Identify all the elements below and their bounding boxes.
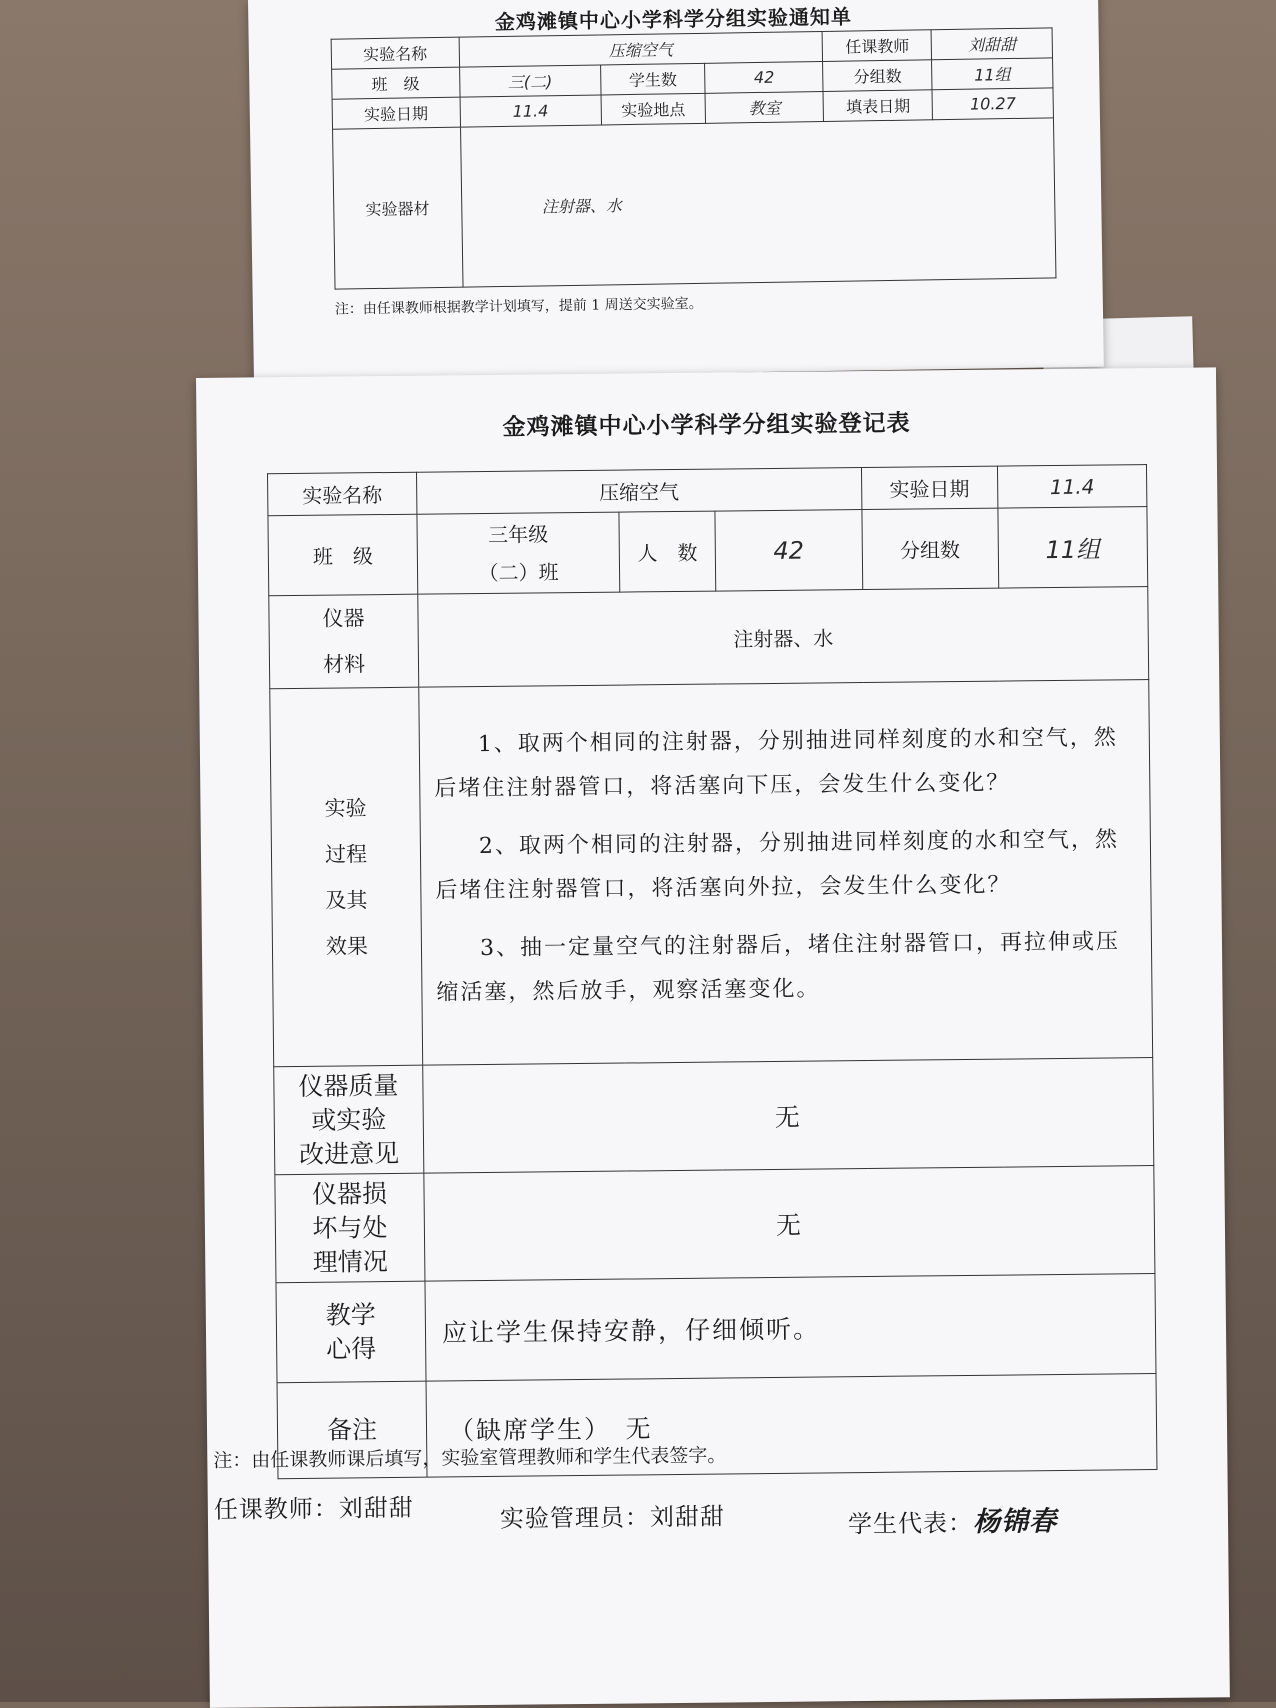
register-date-value: 11.4 [997, 465, 1146, 509]
register-quality-label-1: 仪器质量 [298, 1070, 399, 1101]
notice-date-label: 实验日期 [332, 97, 460, 129]
register-damage-value: 无 [424, 1166, 1155, 1282]
register-row-quality [274, 1058, 1154, 1175]
register-name-value: 压缩空气 [417, 468, 862, 515]
register-form-note: 注：由任课教师课后填写，实验室管理教师和学生代表签字。 [213, 1444, 727, 1472]
notice-name-label: 实验名称 [331, 37, 459, 69]
register-groups-value: 11组 [998, 507, 1148, 589]
notice-name-value: 压缩空气 [459, 31, 823, 67]
register-count-value: 42 [715, 510, 862, 592]
register-name-label: 实验名称 [268, 472, 417, 516]
register-quality-label-3: 改进意见 [298, 1138, 400, 1169]
notice-groups-value: 11组 [932, 58, 1053, 90]
register-class-grade: 三年级 [488, 521, 549, 547]
notice-class-value: 三(二) [459, 65, 601, 97]
register-damage-label-1: 仪器损 [311, 1178, 388, 1209]
register-teaching-label [276, 1281, 426, 1383]
register-process-label-3: 及其 [325, 887, 368, 913]
register-process-label [270, 687, 423, 1067]
register-groups-label: 分组数 [861, 508, 998, 589]
notice-form-title: 金鸡滩镇中心小学科学分组实验通知单 [494, 4, 853, 35]
notice-students-label: 学生数 [600, 63, 705, 95]
register-damage-label-3: 理情况 [312, 1246, 388, 1277]
process-step-1: 1、取两个相同的注射器，分别抽进同样刻度的水和空气，然后堵住注射器管口，将活塞向下压，会发生什么变化？ [434, 724, 1118, 802]
notice-materials-label: 实验器材 [333, 127, 463, 289]
notice-filldate-label: 填表日期 [823, 90, 932, 122]
signature-admin: 实验管理员：刘甜甜 [499, 1502, 726, 1533]
register-process-value [419, 680, 1153, 1066]
register-form-table [267, 464, 1157, 1479]
register-equip-label [269, 594, 419, 689]
register-form-sheet [196, 367, 1230, 1708]
register-remark-value: （缺席学生） 无 [426, 1374, 1157, 1478]
register-damage-label-2: 坏与处 [312, 1212, 388, 1243]
notice-row-materials [333, 118, 1056, 289]
register-row-process [270, 680, 1153, 1067]
register-quality-label [274, 1065, 424, 1175]
register-remark-label: 备注 [277, 1381, 427, 1479]
register-quality-label-2: 或实验 [311, 1104, 387, 1135]
register-damage-label [275, 1173, 425, 1283]
notice-filldate-value: 10.27 [932, 88, 1053, 120]
register-row-teaching [276, 1274, 1156, 1383]
register-process-label-1: 实验 [324, 795, 367, 821]
register-teaching-label-2: 心得 [326, 1333, 377, 1364]
notice-teacher-value: 刘甜甜 [931, 28, 1052, 60]
notice-form-sheet [248, 0, 1104, 380]
notice-form-note: 注：由任课教师根据教学计划填写，提前 1 周送交实验室。 [334, 295, 703, 318]
register-process-label-4: 效果 [325, 933, 369, 959]
signature-student-name: 杨锦春 [972, 1506, 1058, 1538]
notice-students-value: 42 [705, 61, 824, 93]
register-teaching-value: 应让学生保持安静，仔细倾听。 [425, 1274, 1156, 1382]
notice-materials-value: 注射器、水 [460, 118, 1056, 287]
register-equip-label-1: 仪器 [322, 606, 365, 631]
register-count-label: 人 数 [619, 511, 716, 592]
notice-class-label: 班 级 [332, 67, 460, 99]
notice-teacher-label: 任课教师 [823, 30, 932, 62]
process-step-3: 3、抽一定量空气的注射器后，堵住注射器管口，再拉伸或压缩活塞，然后放手，观察活塞变化。 [436, 928, 1121, 1006]
register-row-class [268, 507, 1148, 596]
register-equip-value: 注射器、水 [418, 587, 1149, 688]
register-process-label-2: 过程 [324, 841, 368, 867]
signature-student-label: 学生代表： [847, 1508, 974, 1539]
register-row-damage [275, 1166, 1155, 1283]
register-class-value [417, 512, 620, 594]
register-equip-label-2: 材料 [322, 652, 366, 677]
notice-location-label: 实验地点 [601, 93, 706, 125]
register-class-label: 班 级 [268, 514, 418, 596]
notice-groups-label: 分组数 [823, 60, 932, 92]
notice-date-value: 11.4 [460, 95, 602, 127]
signature-teacher: 任课教师：刘甜甜 [213, 1493, 414, 1524]
register-quality-value: 无 [423, 1058, 1154, 1174]
signature-student [848, 1499, 1057, 1540]
register-date-label: 实验日期 [861, 466, 998, 509]
register-teaching-label-1: 教学 [325, 1299, 376, 1330]
register-row-equipment [269, 587, 1149, 689]
notice-location-value: 教室 [705, 91, 824, 123]
notice-form-table [331, 27, 1057, 289]
register-class-section: （二）班 [478, 559, 559, 585]
register-form-title: 金鸡滩镇中心小学科学分组实验登记表 [502, 409, 911, 441]
process-step-2: 2、取两个相同的注射器，分别抽进同样刻度的水和空气，然后堵住注射器管口，将活塞向外拉，会发生什么变化？ [435, 826, 1120, 904]
